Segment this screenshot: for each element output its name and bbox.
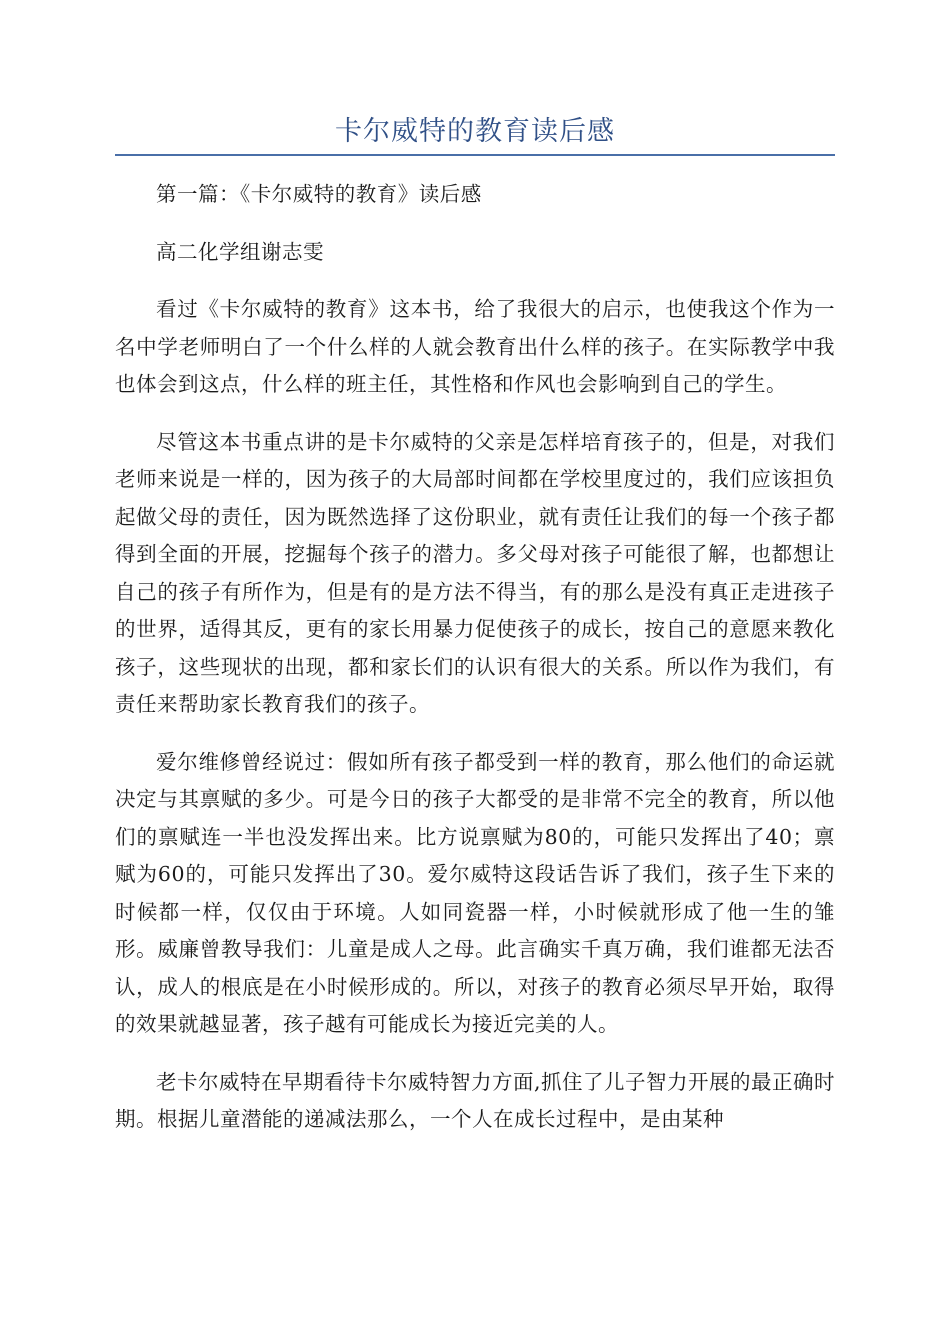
paragraph: 老卡尔威特在早期看待卡尔威特智力方面,抓住了儿子智力开展的最正确时期。根据儿童潜能的递减法那么，一个人在成长过程中，是由某种 xyxy=(115,1069,836,1131)
document-body xyxy=(115,176,835,1159)
paragraph-author: 高二化学组谢志雯 xyxy=(156,239,324,264)
paragraph: 爱尔维修曾经说过：假如所有孩子都受到一样的教育，那么他们的命运就决定与其禀赋的多少。可是今日的孩子大都受的是非常不完全的教育，所以他们的禀赋连一半也没发挥出来。比方说禀赋为80的，可能只发挥出了40；禀赋为60的，可能只发挥出了30。爱尔威特这段话告诉了我们，孩子生下来的时候都一样，仅仅由于环境。人如同瓷器一样，小时候就形成了他一生的雏形。威廉曾教导我们：儿童是成人之母。此言确实千真万确，我们谁都无法否认，成人的根底是在小时候形成的。所以，对孩子的教育必须尽早开始，取得的效果就越显著，孩子越有可能成长为接近完美的人。 xyxy=(115,749,835,1036)
paragraph-heading: 第一篇：《卡尔威特的教育》读后感 xyxy=(156,182,482,206)
title-divider xyxy=(115,154,835,156)
paragraph: 尽管这本书重点讲的是卡尔威特的父亲是怎样培育孩子的，但是，对我们老师来说是一样的，因为孩子的大局部时间都在学校里度过的，我们应该担负起做父母的责任，因为既然选择了这份职业，就有责任让我们的每一个孩子都得到全面的开展，挖掘每个孩子的潜力。多父母对孩子可能很了解，也都想让自己的孩子有所作为，但是有的是方法不得当，有的那么是没有真正走进孩子的世界，适得其反，更有的家长用暴力促使孩子的成长，按自己的意愿来教化孩子，这些现状的出现，都和家长们的认识有很大的关系。所以作为我们，有责任来帮助家长教育我们的孩子。 xyxy=(115,429,835,716)
paragraph: 看过《卡尔威特的教育》这本书，给了我很大的启示，也使我这个作为一名中学老师明白了一个什么样的人就会教育出什么样的孩子。在实际教学中我也体会到这点，什么样的班主任，其性格和作风也会影响到自己的学生。 xyxy=(115,297,835,396)
document-title: 卡尔威特的教育读后感 xyxy=(335,116,615,147)
